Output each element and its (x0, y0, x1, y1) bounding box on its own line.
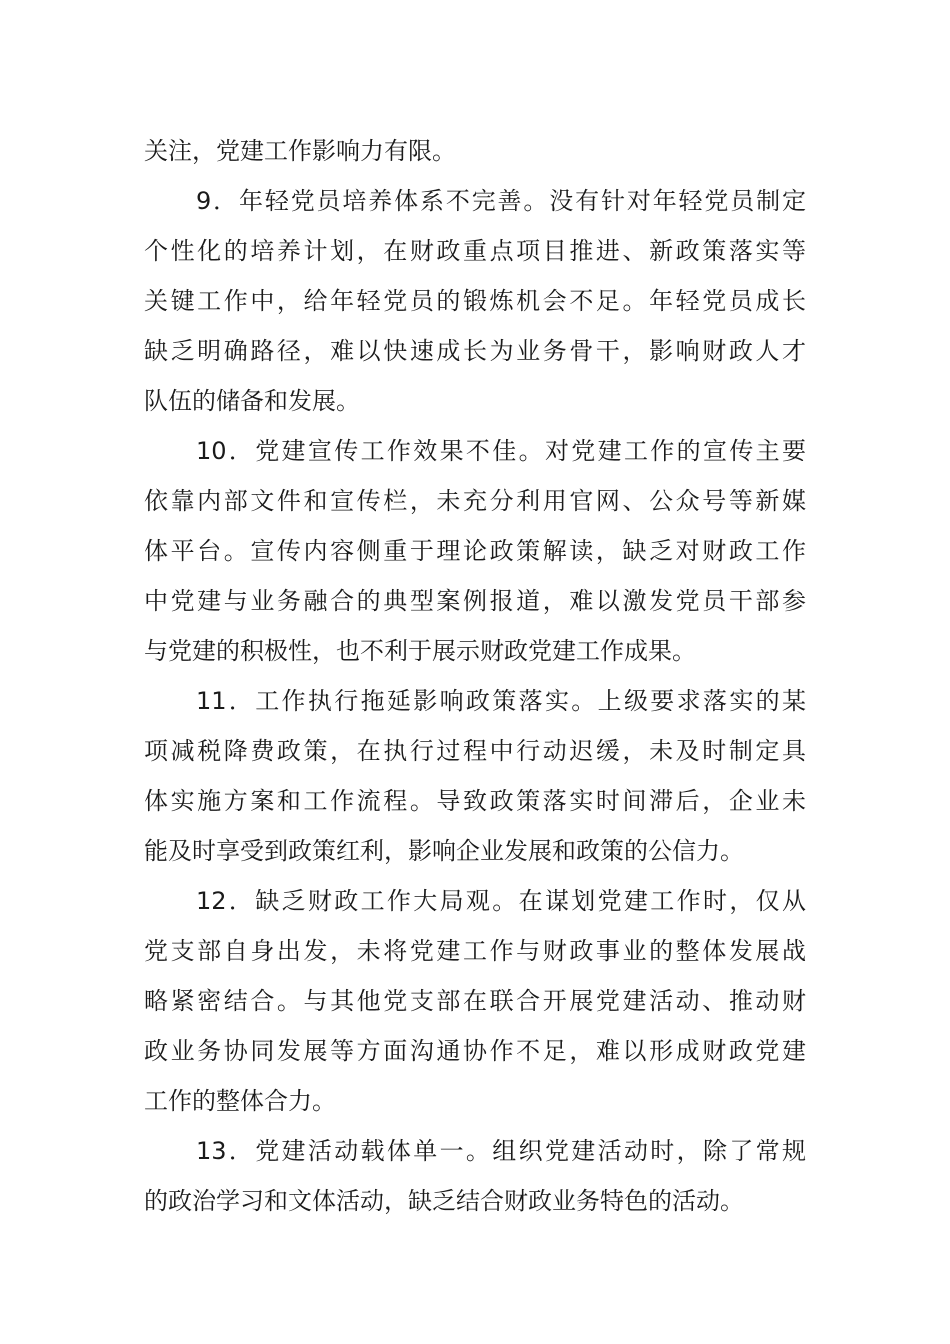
text-line: 关键工作中，给年轻党员的锻炼机会不足。年轻党员成长 (144, 287, 806, 315)
text-line: 关注，党建工作影响力有限。 (144, 137, 456, 165)
text-line: 的政治学习和文体活动，缺乏结合财政业务特色的活动。 (144, 1187, 744, 1215)
text-line: 政业务协同发展等方面沟通协作不足，难以形成财政党建 (144, 1037, 806, 1065)
text-line: 体平台。宣传内容侧重于理论政策解读，缺乏对财政工作 (144, 537, 806, 565)
text-line: 11．工作执行拖延影响政策落实。上级要求落实的某 (196, 687, 806, 715)
text-line: 工作的整体合力。 (144, 1087, 336, 1115)
text-line: 10．党建宣传工作效果不佳。对党建工作的宣传主要 (196, 437, 806, 465)
text-line: 缺乏明确路径，难以快速成长为业务骨干，影响财政人才 (144, 337, 806, 365)
text-line: 9．年轻党员培养体系不完善。没有针对年轻党员制定 (196, 187, 806, 215)
text-line: 依靠内部文件和宣传栏，未充分利用官网、公众号等新媒 (144, 487, 806, 515)
text-line: 能及时享受到政策红利，影响企业发展和政策的公信力。 (144, 837, 744, 865)
text-line: 略紧密结合。与其他党支部在联合开展党建活动、推动财 (144, 987, 806, 1015)
text-line: 与党建的积极性，也不利于展示财政党建工作成果。 (144, 637, 696, 665)
text-line: 党支部自身出发，未将党建工作与财政事业的整体发展战 (144, 937, 806, 965)
text-line: 13．党建活动载体单一。组织党建活动时，除了常规 (196, 1137, 806, 1165)
text-line: 队伍的储备和发展。 (144, 387, 360, 415)
text-line: 个性化的培养计划，在财政重点项目推进、新政策落实等 (144, 237, 806, 265)
text-line: 12．缺乏财政工作大局观。在谋划党建工作时，仅从 (196, 887, 806, 915)
document-body (144, 126, 806, 1226)
text-line: 项减税降费政策，在执行过程中行动迟缓，未及时制定具 (144, 737, 806, 765)
text-line: 体实施方案和工作流程。导致政策落实时间滞后，企业未 (144, 787, 806, 815)
text-line: 中党建与业务融合的典型案例报道，难以激发党员干部参 (144, 587, 806, 615)
